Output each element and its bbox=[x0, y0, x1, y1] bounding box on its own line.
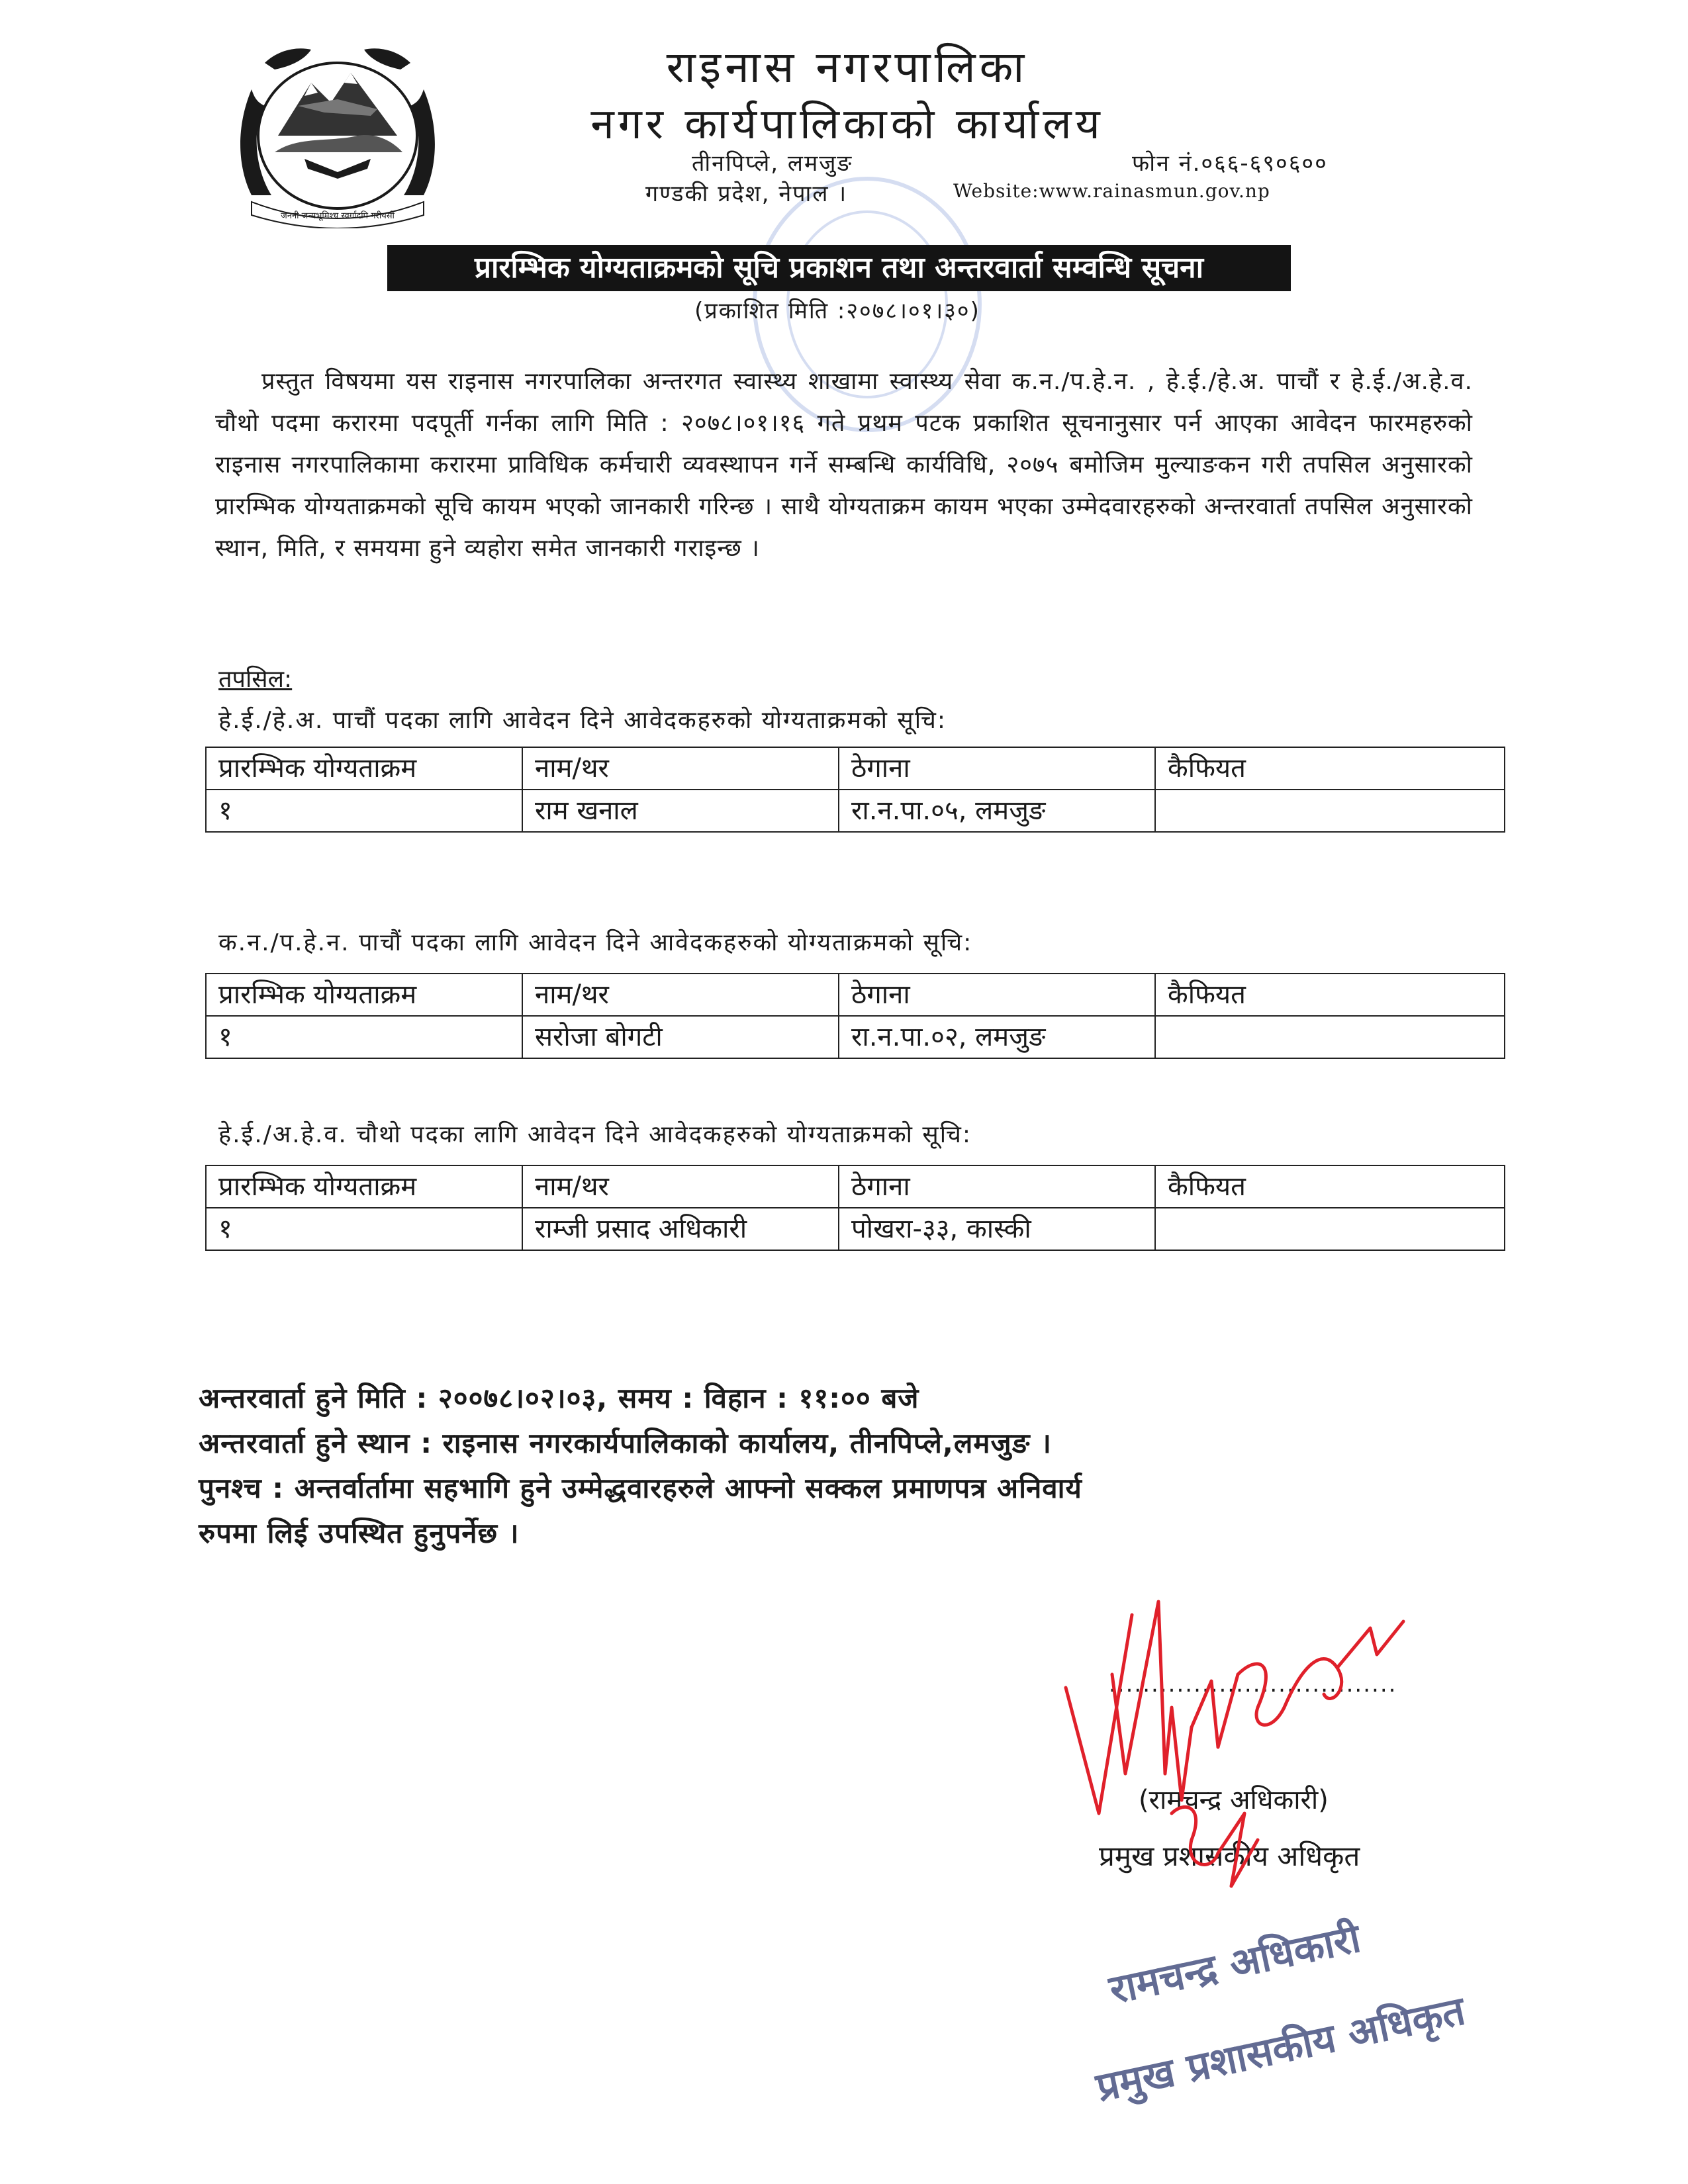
interview-note-line2: रुपमा लिई उपस्थित हुनुपर्नेछ । bbox=[199, 1517, 520, 1549]
cell-address: पोखरा-३३, कास्की bbox=[839, 1208, 1155, 1250]
organization-name: राइनास नगरपालिका bbox=[666, 42, 1029, 93]
svg-text:रामचन्द्र अधिकारी: रामचन्द्र अधिकारी bbox=[1105, 1915, 1365, 2014]
interview-place-line: अन्तरवार्ता हुने स्थान : राइनास नगरकार्यपालिकाको कार्यालय, तीनपिप्ले,लमजुङ । bbox=[199, 1427, 1052, 1459]
office-phone: फोन नं.०६६-६९०६०० bbox=[1132, 150, 1328, 177]
header-name: नाम/थर bbox=[522, 1165, 839, 1208]
header-address: ठेगाना bbox=[839, 1165, 1155, 1208]
office-province: गण्डकी प्रदेश, नेपाल । bbox=[645, 181, 848, 207]
signatory-post: प्रमुख प्रशासकीय अधिकृत bbox=[1099, 1840, 1360, 1872]
header-rank: प्रारम्भिक योग्यताक्रम bbox=[206, 1165, 522, 1208]
cell-name: राम खनाल bbox=[522, 790, 839, 832]
office-name: नगर कार्यपालिकाको कार्यालय bbox=[590, 100, 1104, 149]
svg-text:प्रमुख प्रशासकीय अधिकृत: प्रमुख प्रशासकीय अधिकृत bbox=[1092, 1987, 1470, 2111]
interview-date-line: अन्तरवार्ता हुने मिति : २००७८।०२।०३, समय : विहान : ११:०० बजे bbox=[199, 1382, 919, 1414]
svg-text:जननी जन्मभूमिश्च स्वर्गादपि गर: जननी जन्मभूमिश्च स्वर्गादपि गरीयसी bbox=[281, 211, 395, 221]
header-rank: प्रारम्भिक योग्यताक्रम bbox=[206, 747, 522, 790]
cell-remarks bbox=[1155, 1016, 1505, 1058]
cell-remarks bbox=[1155, 1208, 1505, 1250]
cell-rank: १ bbox=[206, 1016, 522, 1058]
cell-name: राम्जी प्रसाद अधिकारी bbox=[522, 1208, 839, 1250]
table-header-row bbox=[206, 974, 1505, 1016]
ranking-table-ahw bbox=[205, 1165, 1505, 1251]
table-row bbox=[206, 790, 1505, 832]
interview-note-line1: पुनश्च : अन्तर्वार्तामा सहभागि हुने उम्मेद्धवारहरुले आफ्नो सक्कल प्रमाणपत्र अनिवार्य bbox=[199, 1472, 1082, 1504]
header-name: नाम/थर bbox=[522, 747, 839, 790]
header-remarks: कैफियत bbox=[1155, 974, 1505, 1016]
header-rank: प्रारम्भिक योग्यताक्रम bbox=[206, 974, 522, 1016]
cell-rank: १ bbox=[206, 790, 522, 832]
table-row bbox=[206, 1016, 1505, 1058]
notice-title: प्रारम्भिक योग्यताक्रमको सूचि प्रकाशन तथा अन्तरवार्ता सम्वन्धि सूचना bbox=[387, 245, 1291, 291]
table-header-row bbox=[206, 1165, 1505, 1208]
list-title-ahw: हे.ई./अ.हे.व. चौथो पदका लागि आवेदन दिने आवेदकहरुको योग्यताक्रमको सूचि: bbox=[218, 1121, 972, 1148]
cell-rank: १ bbox=[206, 1208, 522, 1250]
cell-remarks bbox=[1155, 790, 1505, 832]
table-row bbox=[206, 1208, 1505, 1250]
signatory-name: (रामचन्द्र अधिकारी) bbox=[1139, 1785, 1329, 1815]
signature-line: .................................. bbox=[1109, 1671, 1397, 1698]
table-header-row bbox=[206, 747, 1505, 790]
header-remarks: कैफियत bbox=[1155, 747, 1505, 790]
cell-address: रा.न.पा.०५, लमजुङ bbox=[839, 790, 1155, 832]
ranking-table-he-ha bbox=[205, 747, 1505, 833]
header-name: नाम/थर bbox=[522, 974, 839, 1016]
published-date: (प्रकाशित मिति :२०७८।०१।३०) bbox=[694, 298, 980, 324]
nepal-emblem-logo bbox=[225, 36, 450, 228]
office-address: तीनपिप्ले, लमजुङ bbox=[692, 150, 853, 177]
schedule-label: तपसिल: bbox=[218, 666, 293, 693]
cell-address: रा.न.पा.०२, लमजुङ bbox=[839, 1016, 1155, 1058]
list-title-he-ha: हे.ई./हे.अ. पाचौं पदका लागि आवेदन दिने आवेदकहरुको योग्यताक्रमको सूचि: bbox=[218, 707, 947, 734]
header-address: ठेगाना bbox=[839, 974, 1155, 1016]
header-address: ठेगाना bbox=[839, 747, 1155, 790]
signatory-stamp bbox=[1092, 1880, 1503, 2144]
ranking-table-ka-na bbox=[205, 973, 1505, 1059]
office-website: Website:www.rainasmun.gov.np bbox=[953, 180, 1270, 202]
notice-body-paragraph: प्रस्तुत विषयमा यस राइनास नगरपालिका अन्तरगत स्वास्थ्य शाखामा स्वास्थ्य सेवा क.न./प.हे.न. , हे.ई./हे.अ. पाचौं र हे.ई./अ.हे.व. चौथो पदमा करारमा पदपूर्ती गर्नका लागि मिति : २०७८।०१।१६ गते प्रथम पटक प्रकाशित सूचनानुसार पर्न आएका आवेदन फारमहरुको राइनास नगरपालिकामा करारमा प्राविधिक कर्मचारी व्यवस्थापन गर्ने सम्बन्धि कार्यविधि, २०७५ बमोजिम मुल्याङकन गरी तपसिल अनुसारको प्रारम्भिक योग्यताक्रमको सूचि कायम भएको जानकारी गरिन्छ । साथै योग्यताक्रम कायम भएका उम्मेदवारहरुको अन्तरवार्ता तपसिल अनुसारको स्थान, मिति, र समयमा हुने व्यहोरा समेत जानकारी गराइन्छ । bbox=[215, 368, 1473, 562]
cell-name: सरोजा बोगटी bbox=[522, 1016, 839, 1058]
header-remarks: कैफियत bbox=[1155, 1165, 1505, 1208]
list-title-ka-na: क.न./प.हे.न. पाचौं पदका लागि आवेदन दिने आवेदकहरुको योग्यताक्रमको सूचि: bbox=[218, 929, 973, 956]
